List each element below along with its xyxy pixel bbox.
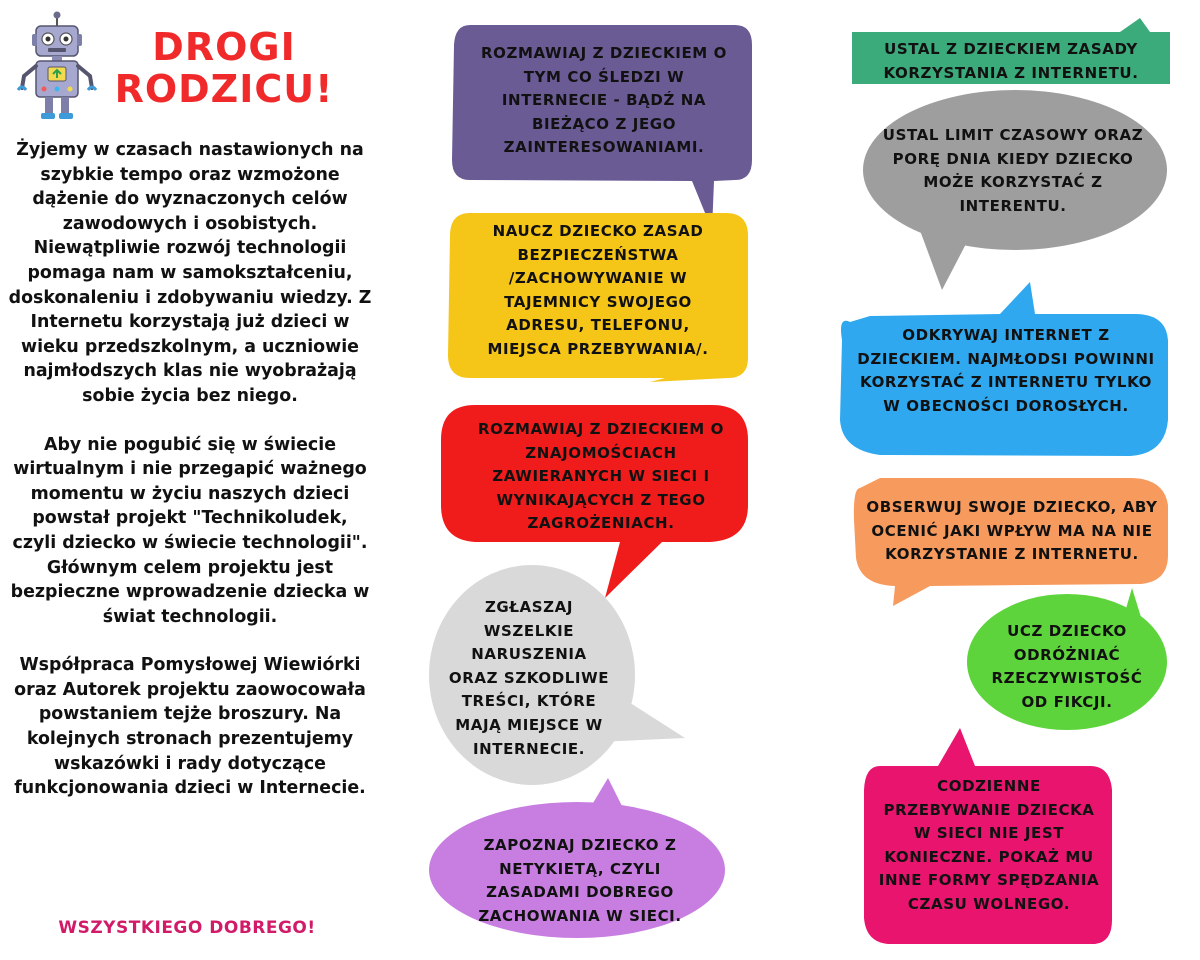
tip-5-text: ZAPOZNAJ DZIECKO Z NETYKIETĄ, CZYLI ZASADAMI DOBREGO ZACHOWANIA W SIECI. xyxy=(478,836,682,925)
title-line-2: RODZICU! xyxy=(114,67,334,111)
title-line-1: DROGI xyxy=(152,25,296,69)
closing-wishes: WSZYSTKIEGO DOBREGO! xyxy=(58,918,316,938)
tip-1-text: ROZMAWIAJ Z DZIECKIEM O TYM CO ŚLEDZI W INTERNECIE - BĄDŹ NA BIEŻĄCO Z JEGO ZAINTERESOWANIAMI. xyxy=(481,44,727,157)
tip-4-text: ZGŁASZAJ WSZELKIE NARUSZENIA ORAZ SZKODLIWE TREŚCI, KTÓRE MAJĄ MIEJSCE W INTERNECIE. xyxy=(448,598,610,758)
tip-9-text: OBSERWUJ SWOJE DZIECKO, ABY OCENIĆ JAKI WPŁYW MA NA NIE KORZYSTANIE Z INTERNETU. xyxy=(866,498,1158,564)
tip-3-text: ROZMAWIAJ Z DZIECKIEM O ZNAJOMOŚCIACH ZAWIERANYCH W SIECI I WYNIKAJĄCYCH Z TEGO ZAGROŻENIACH. xyxy=(478,420,724,533)
tip-6-text: USTAL Z DZIECKIEM ZASADY KORZYSTANIA Z INTERNETU. xyxy=(883,40,1139,82)
tip-10-text: UCZ DZIECKO ODRÓŻNIAĆ RZECZYWISTOŚĆ OD FIKCJI. xyxy=(991,622,1143,711)
tip-2-text: NAUCZ DZIECKO ZASAD BEZPIECZEŃSTWA /ZACHOWYWANIE W TAJEMNICY SWOJEGO ADRESU, TELEFONU, MIEJSCA PRZEBYWANIA/. xyxy=(487,222,709,358)
tip-7-text: USTAL LIMIT CZASOWY ORAZ PORĘ DNIA KIEDY DZIECKO MOŻE KORZYSTAĆ Z INTERENTU. xyxy=(882,126,1144,215)
intro-paragraph-2: Aby nie pogubić się w świecie wirtualnym i nie przegapić ważnego momentu w życiu naszych dzieci powstał projekt "Technikoludek, czyli dziecko w świecie technologii". Głównym celem projektu jest bezpieczne wprowadzenie dziecka w świat technologii. xyxy=(10,434,370,627)
tip-8-text: ODKRYWAJ INTERNET Z DZIECKIEM. NAJMŁODSI POWINNI KORZYSTAĆ Z INTERNETU TYLKO W OBECNOŚCI DOROSŁYCH. xyxy=(857,326,1155,415)
tip-11-text: CODZIENNE PRZEBYWANIE DZIECKA W SIECI NIE JEST KONIECZNE. POKAŻ MU INNE FORMY SPĘDZANIA CZASU WOLNEGO. xyxy=(878,777,1100,913)
intro-paragraph-3: Współpraca Pomysłowej Wiewiórki oraz Autorek projektu zaowocowała powstaniem tejże broszury. Na kolejnych stronach prezentujemy wskazówki i rady dotyczące funkcjonowania dzieci w Internecie. xyxy=(14,655,366,799)
intro-paragraph-1: Żyjemy w czasach nastawionych na szybkie tempo oraz wzmożone dążenie do wyznaczonych celów zawodowych i osobistych. Niewątpliwie rozwój technologii pomaga nam w samokształceniu, doskonaleniu i zdobywaniu wiedzy. Z Internetu korzystają już dzieci w wieku przedszkolnym, a uczniowie najmłodszych klas nie wyobrażają sobie życia bez niego. xyxy=(8,140,372,406)
